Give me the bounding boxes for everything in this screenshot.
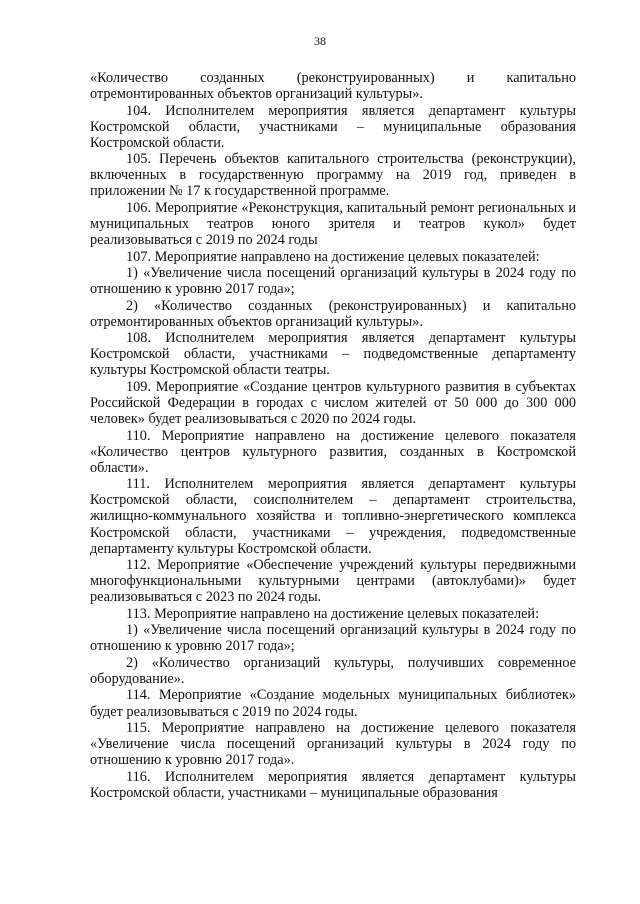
paragraph-113-item-1: 1) «Увеличение числа посещений организаций культуры в 2024 году по отношению к уровню 2017 года»; bbox=[90, 622, 576, 655]
paragraph-111: 111. Исполнителем мероприятия является департамент культуры Костромской области, соисполнителем – департамент строительства, жилищно-коммунального хозяйства и топливно-энергетического комплекса Костромской области, участниками – учреждения, подведомственные департаменту культуры Костромской области. bbox=[90, 476, 576, 557]
paragraph-106: 106. Мероприятие «Реконструкция, капитальный ремонт региональных и муниципальных театров юного зрителя и театров кукол» будет реализовываться с 2019 по 2024 годы bbox=[90, 199, 576, 249]
paragraph-113-item-2: 2) «Количество организаций культуры, получивших современное оборудование». bbox=[90, 654, 576, 687]
paragraph-continuation: «Количество созданных (реконструированных) и капитально отремонтированных объектов организаций культуры». bbox=[90, 70, 576, 103]
page-number: 38 bbox=[314, 34, 326, 48]
paragraph-107: 107. Мероприятие направлено на достижение целевых показателей: bbox=[126, 248, 540, 265]
paragraph-116: 116. Исполнителем мероприятия является департамент культуры Костромской области, участниками – муниципальные образования bbox=[90, 768, 576, 801]
paragraph-107-item-1: 1) «Увеличение числа посещений организаций культуры в 2024 году по отношению к уровню 2017 года»; bbox=[90, 265, 576, 298]
paragraph-107-item-2: 2) «Количество созданных (реконструированных) и капитально отремонтированных объектов организаций культуры». bbox=[90, 297, 576, 330]
paragraph-114: 114. Мероприятие «Создание модельных муниципальных библиотек» будет реализовываться с 2019 по 2024 годы. bbox=[90, 687, 576, 720]
paragraph-113: 113. Мероприятие направлено на достижение целевых показателей: bbox=[126, 605, 540, 622]
paragraph-112: 112. Мероприятие «Обеспечение учреждений культуры передвижными многофункциональными культурными центрами (автоклубами)» будет реализовываться с 2023 по 2024 годы. bbox=[90, 557, 576, 606]
paragraph-108: 108. Исполнителем мероприятия является департамент культуры Костромской области, участниками – подведомственные департаменту культуры Костромской области театры. bbox=[90, 330, 576, 379]
paragraph-105: 105. Перечень объектов капитального строительства (реконструкции), включенных в государственную программу на 2019 год, приведен в приложении № 17 к государственной программе. bbox=[90, 151, 576, 200]
paragraph-115: 115. Мероприятие направлено на достижение целевого показателя «Увеличение числа посещений организаций культуры в 2024 году по отношению к уровню 2017 года». bbox=[90, 720, 576, 769]
paragraph-104: 104. Исполнителем мероприятия является департамент культуры Костромской области, участниками – муниципальные образования Костромской области. bbox=[90, 102, 576, 151]
paragraph-109: 109. Мероприятие «Создание центров культурного развития в субъектах Российской Федерации в городах с числом жителей от 50 000 до 300 000 человек» будет реализовываться с 2020 по 2024 годы. bbox=[90, 378, 576, 428]
document-body bbox=[90, 70, 576, 801]
paragraph-110: 110. Мероприятие направлено на достижение целевого показателя «Количество центров культурного развития, созданных в Костромской области». bbox=[90, 427, 576, 476]
